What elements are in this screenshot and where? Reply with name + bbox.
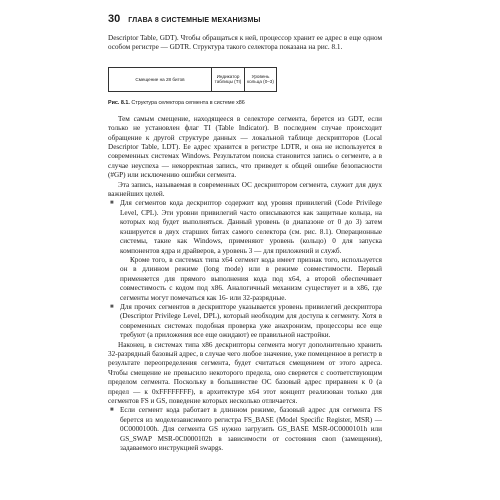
bullet-square-icon: ■: [110, 303, 114, 310]
table-indicator-field: Индикатор таблицы (TI): [212, 67, 245, 91]
bullet-2-text: Для прочих сегментов в дескрипторе указывается уровень привилегий дескриптора (Descriptor Privilege Level, DPL), который необходим для доступа к сегменту. Хотя в современных системах подобная проверка уже анахронизм, процессоры все еще требуют (а приложения все еще ожидают) ее правильной настройки.: [120, 302, 382, 340]
bullet-item-2: [108, 303, 382, 341]
bullet-item-3: [108, 406, 382, 453]
bullet-square-icon: ■: [110, 407, 114, 414]
offset-field: Смещение на 28 битов: [109, 67, 212, 91]
page-content: [108, 34, 382, 453]
figure-caption: [108, 100, 382, 107]
segment-selector-diagram: [108, 67, 277, 92]
bullet-1-continuation: [108, 256, 382, 303]
intro-paragraph: Descriptor Table, GDT). Чтобы обращаться к ней, процессор хранит ее адрес в еще одном особом регистре — GDTR. Структура такого селектора показана на рис. 8.1.: [108, 34, 382, 52]
bullet-square-icon: ■: [110, 200, 114, 207]
bullet-1-continuation-text: Кроме того, в системах типа x64 сегмент кода имеет признак того, используется он в длинном режиме (long mode) или в режиме совместимости. Первый применяется для прямого выполнения кода под x64, а второй обеспечивает совместимость с кодом под x86. Аналогичный механизм существует и в x86, где сегменты могут помечаться как 16- или 32-разрядные.: [120, 255, 382, 302]
page-header: [108, 15, 261, 25]
figure-8-1: [108, 67, 382, 92]
chapter-title: ГЛАВА 8 СИСТЕМНЫЕ МЕХАНИЗМЫ: [128, 17, 261, 24]
bullet-1-text: Для сегментов кода дескриптор содержит код уровня привилегий (Code Privilege Level, CPL). Эти уровни привилегий часто описываются как защитные кольца, на которых код будет выполняться. Данный уровень (в диапазоне от 0 до 3) затем кэшируется в двух старших битах самого селектора (см. рис. 8.1). Операционные системы, такие как Windows, применяют уровень (кольцо) 0 для запуска компонентов ядра и драйверов, а уровень 3 — для приложений и служб.: [120, 199, 382, 255]
bullet-item-1: [108, 199, 382, 255]
page-number: 30: [108, 13, 121, 25]
ring-level-field: Уровень кольца (0–3): [245, 67, 277, 91]
figure-caption-label: Рис. 8.1.: [108, 99, 130, 106]
figure-caption-text: Структура селектора сегмента в системе x86: [131, 99, 245, 106]
paragraph-2: Эта запись, называемая в современных ОС дескриптором сегмента, служит для двух важнейших целей.: [108, 180, 382, 199]
paragraph-3: Наконец, в системах типа x86 дескрипторы сегмента могут дополнительно хранить 32-разрядный базовый адрес, в случае чего любое значение, уже помещенное в регистр в результате переопределения сегмента, будет считаться смещением от этого адреса. Чтобы смещение не превысило некоторого предела, оно сверяется с соответствующим пределом сегмента. Поскольку в большинстве ОС базовый адрес приравнен к 0 (а предел — к 0xFFFFFFFF), в архитектуре x64 этот концепт реализован только для сегментов FS и GS, поведение которых несколько отличается.: [108, 340, 382, 405]
bullet-3-text: Если сегмент кода работает в длинном режиме, базовый адрес для сегмента FS берется из моделезависимого регистра FS_BASE (Model Specific Register, MSR) — 0C0000100h. Для сегмента GS нужно загрузить GS_BASE MSR-0C0000101h или GS_SWAP MSR-0C0000102h в зависимости от состояния своп (замещения), задаваемого инструкцией swapgs.: [120, 406, 382, 453]
paragraph-1: Тем самым смещение, находящееся в селекторе сегмента, берется из GDT, если только не установлен флаг TI (Table Indicator). В последнем случае происходит обращение к другой структуре данных — локальной таблице дескрипторов (Local Descriptor Table, LDT). Ее адрес хранится в регистре LDTR, и она не используется в современных системах Windows. Результатом поиска становится запись о сегменте, а в случае неуспеха — некорректная запись, что приведет к общей ошибке безопасности (#GP) или исключению ошибки сегмента.: [108, 114, 382, 180]
